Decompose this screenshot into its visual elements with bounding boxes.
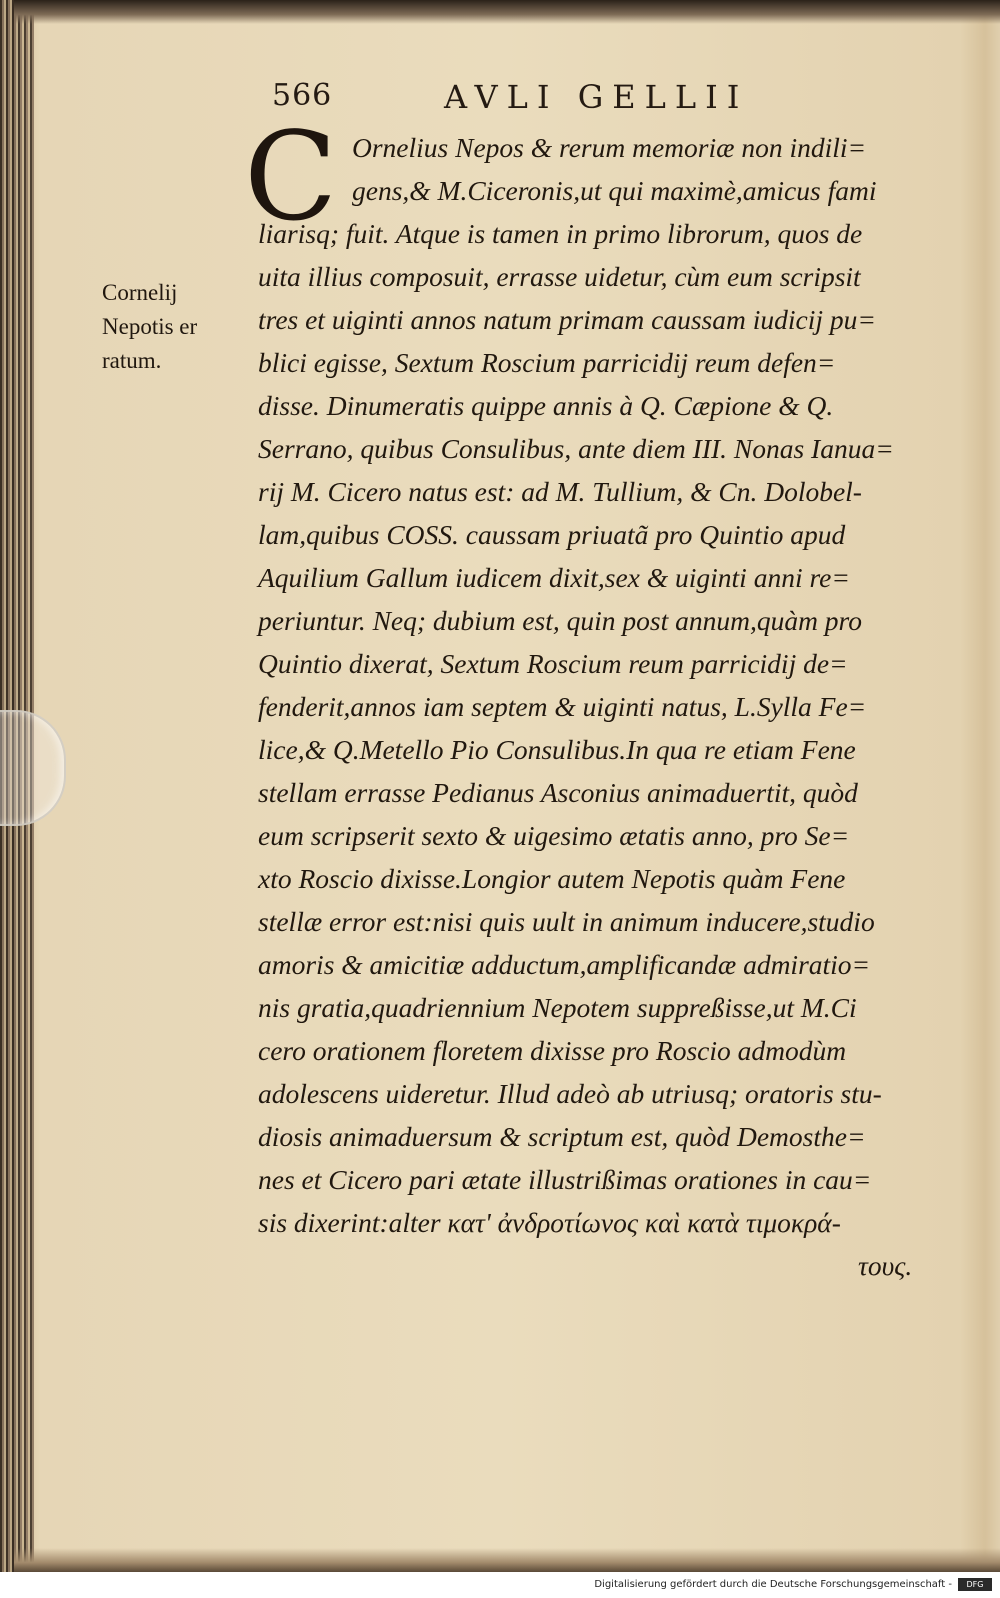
text-line: τους. — [858, 1250, 913, 1281]
text-line: stellam errasse Pedianus Asconius animaduertit, quòd — [258, 777, 858, 808]
footer-credit: Digitalisierung gefördert durch die Deutsche Forschungsgemeinschaft - — [594, 1579, 952, 1590]
footer-bar — [0, 1572, 1000, 1598]
marginal-note — [102, 276, 252, 378]
text-line: xto Roscio dixisse.Longior autem Nepotis quàm Fene — [258, 863, 846, 894]
page-clip — [0, 710, 66, 826]
dfg-logo: DFG — [958, 1578, 992, 1591]
text-line: periuntur. Neq; dubium est, quin post annum,quàm pro — [258, 605, 862, 636]
text-line: liarisq; fuit. Atque is tamen in primo librorum, quos de — [258, 218, 863, 249]
text-line: amoris & amicitiæ adductum,amplificandæ admiratio= — [258, 949, 871, 980]
text-line: Quintio dixerat, Sextum Roscium reum parricidij de= — [258, 648, 848, 679]
text-line: nes et Cicero pari ætate illustrißimas orationes in cau= — [258, 1164, 872, 1195]
text-line: disse. Dinumeratis quippe annis à Q. Cæpione & Q. — [258, 390, 834, 421]
text-line: Ornelius Nepos & rerum memoriæ non indili= — [352, 132, 867, 163]
running-head — [272, 78, 792, 126]
marginal-line: Nepotis er — [102, 314, 198, 339]
text-line: Serrano, quibus Consulibus, ante diem III. Nonas Ianua= — [258, 433, 894, 464]
running-head-title: AVLI GELLII — [444, 78, 749, 116]
text-line: sis dixerint:alter κατ' ἀνδροτίωνος καὶ κατὰ τιμοκρά- — [258, 1207, 841, 1238]
page-number: 566 — [272, 78, 333, 113]
text-line: eum scripserit sexto & uigesimo ætatis anno, pro Se= — [258, 820, 850, 851]
text-line: Aquilium Gallum iudicem dixit,sex & uiginti anni re= — [258, 562, 850, 593]
text-line: fenderit,annos iam septem & uiginti natus, L.Sylla Fe= — [258, 691, 867, 722]
page-top-shadow — [14, 0, 1000, 24]
text-line: gens,& M.Ciceronis,ut qui maximè,amicus fami — [352, 175, 877, 206]
text-line: uita illius composuit, errasse uidetur, cùm eum scripsit — [258, 261, 861, 292]
marginal-line: ratum. — [102, 348, 162, 373]
text-line: lice,& Q.Metello Pio Consulibus.In qua re etiam Fene — [258, 734, 856, 765]
text-line: blici egisse, Sextum Roscium parricidij reum defen= — [258, 347, 836, 378]
text-line: adolescens uideretur. Illud adeò ab utriusq; oratoris stu- — [258, 1078, 882, 1109]
text-line: cero orationem floretem dixisse pro Roscio admodùm — [258, 1035, 847, 1066]
text-line: tres et uiginti annos natum primam caussam iudicij pu= — [258, 304, 876, 335]
text-line: stellæ error est:nisi quis uult in animum inducere,studio — [258, 906, 875, 937]
marginal-line: Cornelij — [102, 280, 178, 305]
text-line: lam,quibus COSS. caussam priuatã pro Quintio apud — [258, 519, 846, 550]
text-line: rij M. Cicero natus est: ad M. Tullium, & Cn. Dolobel- — [258, 476, 862, 507]
text-line: nis gratia,quadriennium Nepotem suppreßisse,ut M.Ci — [258, 992, 857, 1023]
drop-cap: C — [244, 106, 338, 248]
text-line: diosis animaduersum & scriptum est, quòd Demosthe= — [258, 1121, 866, 1152]
page-bottom-shadow — [14, 1548, 1000, 1572]
